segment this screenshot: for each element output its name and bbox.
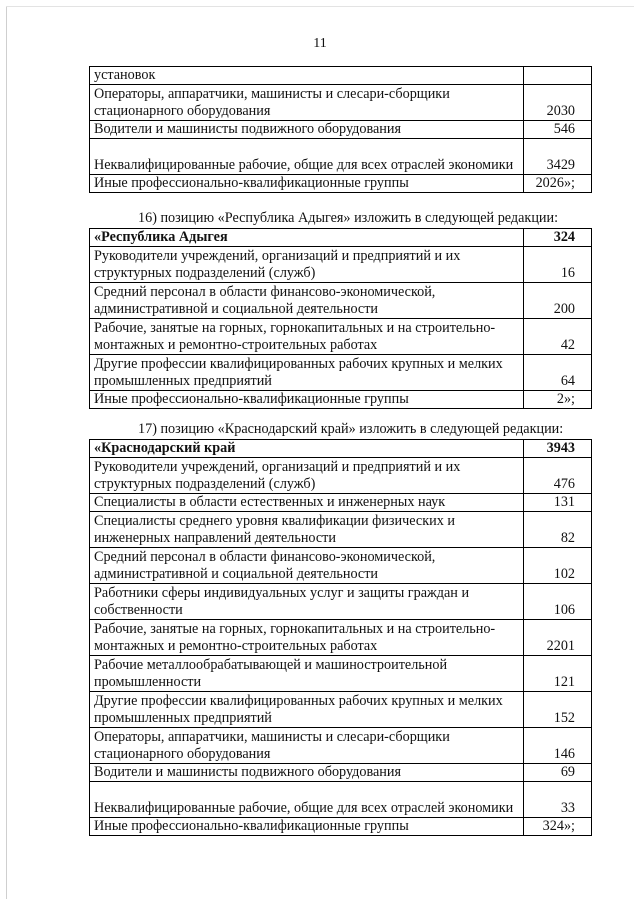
table-row: [90, 175, 592, 193]
row-value: 476: [524, 458, 592, 494]
table-row: [90, 139, 592, 175]
table-row: [90, 656, 592, 692]
row-value: 131: [524, 494, 592, 512]
row-value: 121: [524, 656, 592, 692]
row-value: 82: [524, 512, 592, 548]
row-value: 3429: [524, 139, 592, 175]
row-value: 546: [524, 121, 592, 139]
table-row: [90, 818, 592, 836]
row-name: Специалисты в области естественных и инженерных наук: [90, 494, 524, 512]
table-header-row: [90, 229, 592, 247]
row-value: 146: [524, 728, 592, 764]
table-row: [90, 512, 592, 548]
row-value: 33: [524, 782, 592, 818]
row-name: установок: [90, 67, 524, 85]
table-row: [90, 247, 592, 283]
table-row: [90, 494, 592, 512]
table-row: [90, 782, 592, 818]
row-name: Руководители учреждений, организаций и предприятий и их структурных подразделений (служб): [90, 247, 524, 283]
row-value: 16: [524, 247, 592, 283]
table-row: [90, 548, 592, 584]
table-row: [90, 728, 592, 764]
row-value: [524, 67, 592, 85]
row-name: Водители и машинисты подвижного оборудования: [90, 764, 524, 782]
row-value: 2»;: [524, 391, 592, 409]
row-name: Неквалифицированные рабочие, общие для всех отраслей экономики: [90, 139, 524, 175]
table-row: [90, 121, 592, 139]
row-value: 69: [524, 764, 592, 782]
row-name: Рабочие металлообрабатывающей и машиностроительной промышленности: [90, 656, 524, 692]
table-row: [90, 584, 592, 620]
continuation-table: [89, 66, 592, 193]
region-name: «Краснодарский край: [90, 440, 524, 458]
row-value: 324»;: [524, 818, 592, 836]
row-name: Неквалифицированные рабочие, общие для всех отраслей экономики: [90, 782, 524, 818]
scan-edge: [6, 6, 7, 899]
row-name: Рабочие, занятые на горных, горнокапитальных и на строительно-монтажных и ремонтно-строительных работах: [90, 620, 524, 656]
row-name: Руководители учреждений, организаций и предприятий и их структурных подразделений (служб): [90, 458, 524, 494]
table-row: [90, 67, 592, 85]
row-value: 42: [524, 319, 592, 355]
row-name: Другие профессии квалифицированных рабочих крупных и мелких промышленных предприятий: [90, 692, 524, 728]
table-row: [90, 764, 592, 782]
row-value: 2030: [524, 85, 592, 121]
row-name: Рабочие, занятые на горных, горнокапитальных и на строительно-монтажных и ремонтно-строительных работах: [90, 319, 524, 355]
adygea-table: [89, 228, 592, 409]
row-value: 2026»;: [524, 175, 592, 193]
row-value: 200: [524, 283, 592, 319]
page-number: 11: [313, 36, 327, 51]
section-17-intro: 17) позицию «Краснодарский край» изложить в следующей редакции:: [138, 421, 564, 437]
table-row: [90, 85, 592, 121]
region-total: 3943: [524, 440, 592, 458]
table-row: [90, 391, 592, 409]
table-row: [90, 319, 592, 355]
row-name: Другие профессии квалифицированных рабочих крупных и мелких промышленных предприятий: [90, 355, 524, 391]
row-name: Иные профессионально-квалификационные группы: [90, 391, 524, 409]
row-value: 106: [524, 584, 592, 620]
table-row: [90, 458, 592, 494]
region-total: 324: [524, 229, 592, 247]
row-value: 152: [524, 692, 592, 728]
row-name: Средний персонал в области финансово-экономической, административной и социальной деятельности: [90, 283, 524, 319]
section-16-intro: 16) позицию «Республика Адыгея» изложить в следующей редакции:: [138, 210, 559, 226]
row-name: Операторы, аппаратчики, машинисты и слесари-сборщики стационарного оборудования: [90, 85, 524, 121]
table-row: [90, 355, 592, 391]
row-name: Операторы, аппаратчики, машинисты и слесари-сборщики стационарного оборудования: [90, 728, 524, 764]
row-name: Иные профессионально-квалификационные группы: [90, 818, 524, 836]
row-value: 64: [524, 355, 592, 391]
row-name: Иные профессионально-квалификационные группы: [90, 175, 524, 193]
row-name: Специалисты среднего уровня квалификации физических и инженерных направлений деятельности: [90, 512, 524, 548]
table-row: [90, 620, 592, 656]
row-name: Работники сферы индивидуальных услуг и защиты граждан и собственности: [90, 584, 524, 620]
table-row: [90, 283, 592, 319]
row-name: Водители и машинисты подвижного оборудования: [90, 121, 524, 139]
table-header-row: [90, 440, 592, 458]
krasnodar-table: [89, 439, 592, 836]
row-value: 2201: [524, 620, 592, 656]
region-name: «Республика Адыгея: [90, 229, 524, 247]
row-value: 102: [524, 548, 592, 584]
table-row: [90, 692, 592, 728]
scan-edge: [6, 6, 634, 7]
row-name: Средний персонал в области финансово-экономической, административной и социальной деятельности: [90, 548, 524, 584]
